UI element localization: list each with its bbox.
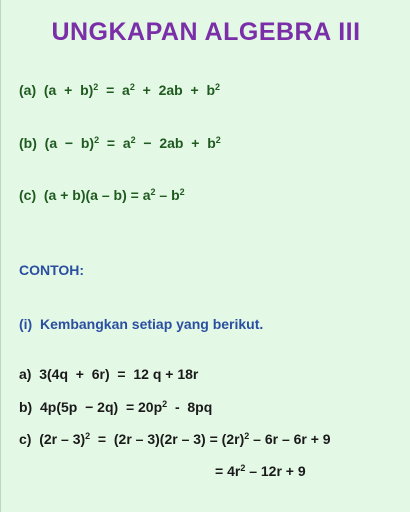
formula-a-rhs-rest: + 2ab + b [134,82,216,98]
example-b-tail: - 8pq [167,399,213,415]
example-b-exponent: 2 [162,399,168,409]
example-c-result-tail: – 12r + 9 [245,463,306,479]
formula-a-lhs: (a) (a + b) [19,82,94,98]
formula-a-a-exponent: 2 [129,82,135,92]
example-a: a) 3(4q + 6r) = 12 q + 18r [19,366,199,382]
example-c-result-main: = 4r [215,463,241,479]
example-b-main: b) 4p(5p − 2q) = 20p [19,399,163,415]
formula-c-lhs: (c) (a + b)(a – b) = a [19,187,151,203]
example-c-lhs-exponent: 2 [85,431,91,441]
contoh-heading: CONTOH: [19,262,85,278]
formula-b-rhs-rest: − 2ab + b [135,135,216,151]
formula-b [19,135,221,151]
example-b [19,399,212,415]
formula-c-b-exponent: 2 [179,187,185,197]
example-c-result-exponent: 2 [240,463,246,473]
example-c-tail: – 6r – 6r + 9 [249,431,331,447]
formula-b-lhs-exponent: 2 [94,135,100,145]
formula-b-rhs-a: = a [99,135,131,151]
example-c-result [215,463,306,479]
page-title: UNGKAPAN ALGEBRA III [51,18,361,46]
formula-a-lhs-exponent: 2 [93,82,99,92]
formula-b-lhs: (b) (a − b) [19,135,95,151]
example-c [19,431,331,447]
formula-b-b-exponent: 2 [215,135,221,145]
example-c-mid: = (2r – 3)(2r – 3) = (2r) [90,431,245,447]
formula-a-rhs-a: = a [98,82,130,98]
formula-b-a-exponent: 2 [130,135,136,145]
formula-a-b-exponent: 2 [215,82,221,92]
formula-c-a-exponent: 2 [150,187,156,197]
formula-c [19,187,185,203]
example-c-mid-exponent: 2 [244,431,250,441]
instruction-text: (i) Kembangkan setiap yang berikut. [19,316,264,332]
formula-c-rhs: – b [155,187,180,203]
example-c-lhs: c) (2r – 3) [19,431,86,447]
formula-a [19,82,220,98]
